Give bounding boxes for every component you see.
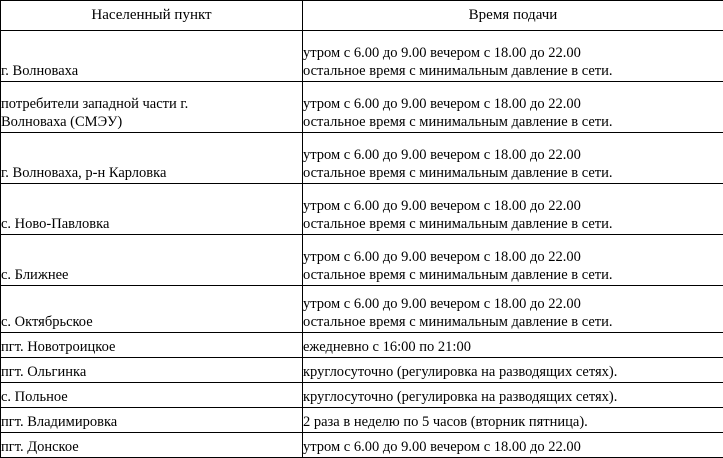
table-row [1,333,723,358]
settlement-cell [1,133,303,184]
supply-time-cell [303,82,723,133]
supply-time-line: утром с 6.00 до 9.00 вечером с 18.00 до 22.00 [303,146,723,165]
table-row [1,82,723,133]
supply-time-cell [303,184,723,235]
supply-time-cell [303,433,723,458]
settlement-line: с. Польное [1,388,302,407]
settlement-line: г. Волноваха, р-н Карловка [1,164,302,183]
settlement-cell [1,433,303,458]
supply-time-line: остальное время с минимальным давление в сети. [303,266,723,285]
settlement-line: Волноваха (СМЭУ) [1,113,302,132]
supply-time-line: утром с 6.00 до 9.00 вечером с 18.00 до 22.00 [303,197,723,216]
supply-time-line: остальное время с минимальным давление в сети. [303,313,723,332]
settlement-cell [1,358,303,383]
settlement-line: с. Октябрьское [1,313,302,332]
supply-time-line: утром с 6.00 до 9.00 вечером с 18.00 до 22.00 [303,95,723,114]
table-row [1,235,723,286]
supply-time-line: остальное время с минимальным давление в сети. [303,164,723,183]
supply-time-line: ежедневно с 16:00 по 21:00 [303,338,723,357]
supply-time-cell [303,286,723,333]
settlement-line: потребители западной части г. [1,95,302,114]
supply-time-cell [303,408,723,433]
settlement-line: пгт. Новотроицкое [1,338,302,357]
supply-time-line: утром с 6.00 до 9.00 вечером с 18.00 до 22.00 [303,44,723,63]
supply-time-cell [303,333,723,358]
table-row [1,184,723,235]
settlement-line: пгт. Донское [1,438,302,457]
supply-time-cell [303,383,723,408]
settlement-line: пгт. Ольгинка [1,363,302,382]
table-header [1,1,723,31]
supply-time-cell [303,235,723,286]
settlement-cell [1,333,303,358]
settlement-cell [1,383,303,408]
supply-time-line: круглосуточно (регулировка на разводящих сетях). [303,388,723,407]
settlement-cell [1,184,303,235]
supply-time-cell [303,358,723,383]
supply-time-line: остальное время с минимальным давление в сети. [303,113,723,132]
column-header-supply-time: Время подачи [303,1,723,31]
table-row [1,433,723,458]
settlement-line: пгт. Владимировка [1,413,302,432]
supply-time-line: утром с 6.00 до 9.00 вечером с 18.00 до 22.00 [303,438,723,457]
supply-time-line: остальное время с минимальным давление в сети. [303,62,723,81]
supply-time-line: остальное время с минимальным давление в сети. [303,215,723,234]
table-row [1,358,723,383]
table-row [1,133,723,184]
settlement-line: с. Ближнее [1,266,302,285]
table-row [1,383,723,408]
supply-time-cell [303,31,723,82]
settlement-cell [1,82,303,133]
settlement-cell [1,235,303,286]
settlement-cell [1,286,303,333]
supply-time-line: утром с 6.00 до 9.00 вечером с 18.00 до 22.00 [303,295,723,314]
table-row [1,286,723,333]
supply-time-cell [303,133,723,184]
supply-time-line: 2 раза в неделю по 5 часов (вторник пятница). [303,413,723,432]
supply-time-line: утром с 6.00 до 9.00 вечером с 18.00 до 22.00 [303,248,723,267]
table-row [1,31,723,82]
settlement-line: с. Ново-Павловка [1,215,302,234]
table-header-row [1,1,723,31]
settlement-cell [1,408,303,433]
supply-time-line: круглосуточно (регулировка на разводящих сетях). [303,363,723,382]
settlement-line: г. Волноваха [1,62,302,81]
table-body [1,31,723,458]
settlement-cell [1,31,303,82]
table-row [1,408,723,433]
column-header-settlement: Населенный пункт [1,1,303,31]
